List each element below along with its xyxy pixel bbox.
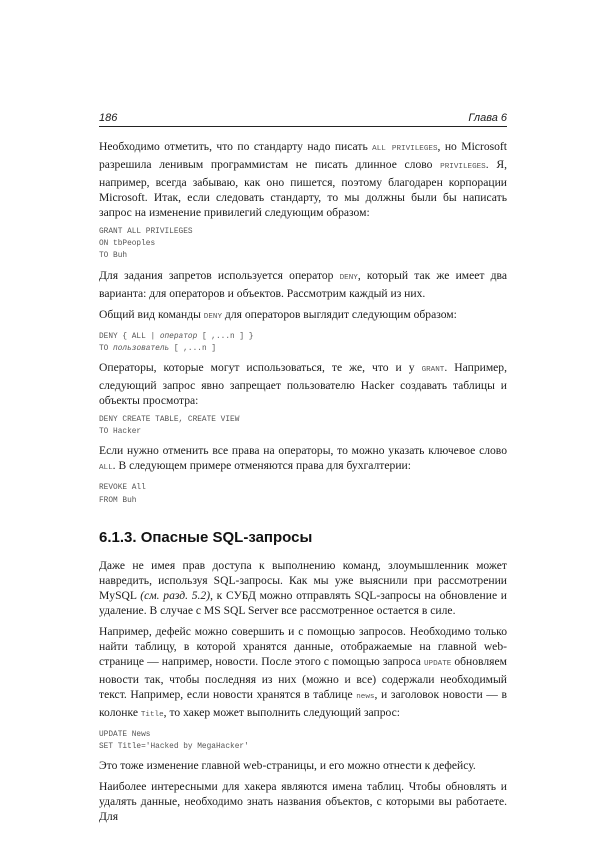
cross-reference: (см. разд. 5.2)	[140, 588, 211, 602]
paragraph-1: Необходимо отметить, что по стандарту надо писать ALL PRIVILEGES, но Microsoft разрешила ленивым программистам не писать длинное слово PRIVILEGES. Я, например, всегда забываю, как оно пишется, поэтому благодарен корпорации Microsoft. Итак, если следовать стандарту, то мы должны были бы написать запрос на изменение привилегий следующим образом:	[99, 140, 508, 219]
code-block-revoke	[99, 482, 507, 506]
code-line: DENY { ALL | оператор [ ,...n ] }	[99, 332, 254, 341]
code-line: UPDATE News	[99, 730, 151, 739]
paragraph-9: Наиболее интересными для хакера являются имена таблиц. Чтобы обновлять и удалять данные, необходимо знать названия объектов, с которыми вы работаете. Для	[99, 780, 507, 824]
code-line: SET Title='Hacked by MegaHacker'	[99, 743, 249, 752]
paragraph-4: Операторы, которые могут использоваться, те же, что и у GRANT. Например, следующий запрос явно запрещает пользователю Hacker создавать таблицы и объекты просмотра:	[99, 361, 508, 408]
page-header	[99, 110, 507, 127]
code-line: TO Hacker	[99, 428, 142, 437]
code-line: TO пользователь [ ,...n ]	[99, 344, 216, 353]
inline-code: GRANT	[421, 366, 445, 375]
code-line: GRANT ALL PRIVILEGES	[99, 228, 193, 236]
paragraph-3: Общий вид команды DENY для операторов выглядит следующим образом:	[99, 307, 457, 321]
section-title: 6.1.3. Опасные SQL-запросы	[99, 528, 313, 546]
inline-code: PRIVILEGES	[440, 163, 486, 171]
inline-code: DENY	[203, 312, 223, 321]
code-block-deny	[99, 414, 507, 438]
paragraph-2: Для задания запретов используется оператор DENY, который так же имеет два варианта: для операторов и объектов. Рассмотрим каждый из них.	[99, 268, 507, 300]
chapter-label: Глава 6	[468, 112, 507, 124]
inline-code: UPDATE	[423, 659, 452, 668]
code-line: DENY CREATE TABLE, CREATE VIEW	[99, 416, 240, 425]
paragraph-7: Например, дефейс можно совершить и с помощью запросов. Необходимо только найти таблицу, в которой хранятся данные, отображаемые на главной web-странице — например, новости. После этого с помощью запроса UPDATE обновляем новости так, чтобы последняя из них (можно и все) содержали необходимый текст. Например, если новости хранятся в таблице news, и заголовок новости — в колонке Title, то хакер может выполнить следующий запрос:	[99, 624, 508, 719]
book-page	[99, 110, 507, 830]
page-number: 186	[99, 112, 118, 124]
inline-code: ALL	[99, 464, 113, 473]
code-block-update	[99, 729, 507, 753]
inline-code: ALL PRIVILEGES	[372, 145, 438, 153]
paragraph-5: Если нужно отменить все права на операторы, то можно указать ключевое слово ALL. В следующем примере отменяются права для бухгалтерии:	[99, 444, 507, 473]
inline-code: DENY	[339, 273, 358, 282]
code-block-deny-syntax	[99, 331, 507, 355]
code-line: FROM Buh	[99, 496, 137, 505]
code-line: ON tbPeoples	[99, 240, 156, 249]
paragraph-8: Это тоже изменение главной web-страницы, и его можно отнести к дефейсу.	[99, 759, 476, 773]
paragraph-6: Даже не имея прав доступа к выполнению команд, злоумышленник может навредить, используя SQL-запросы. Как мы уже выяснили при рассмотрении MySQL (см. разд. 5.2), к СУБД можно отправлять SQL-запросы на обновление и удаление. В случае с MS SQL Server все рассмотренное остается в силе.	[99, 558, 507, 617]
inline-code: Title	[140, 710, 164, 719]
code-block-grant	[99, 226, 507, 263]
inline-code: news	[356, 692, 375, 701]
code-line: TO Buh	[99, 252, 128, 261]
code-line: REVOKE All	[99, 484, 146, 493]
